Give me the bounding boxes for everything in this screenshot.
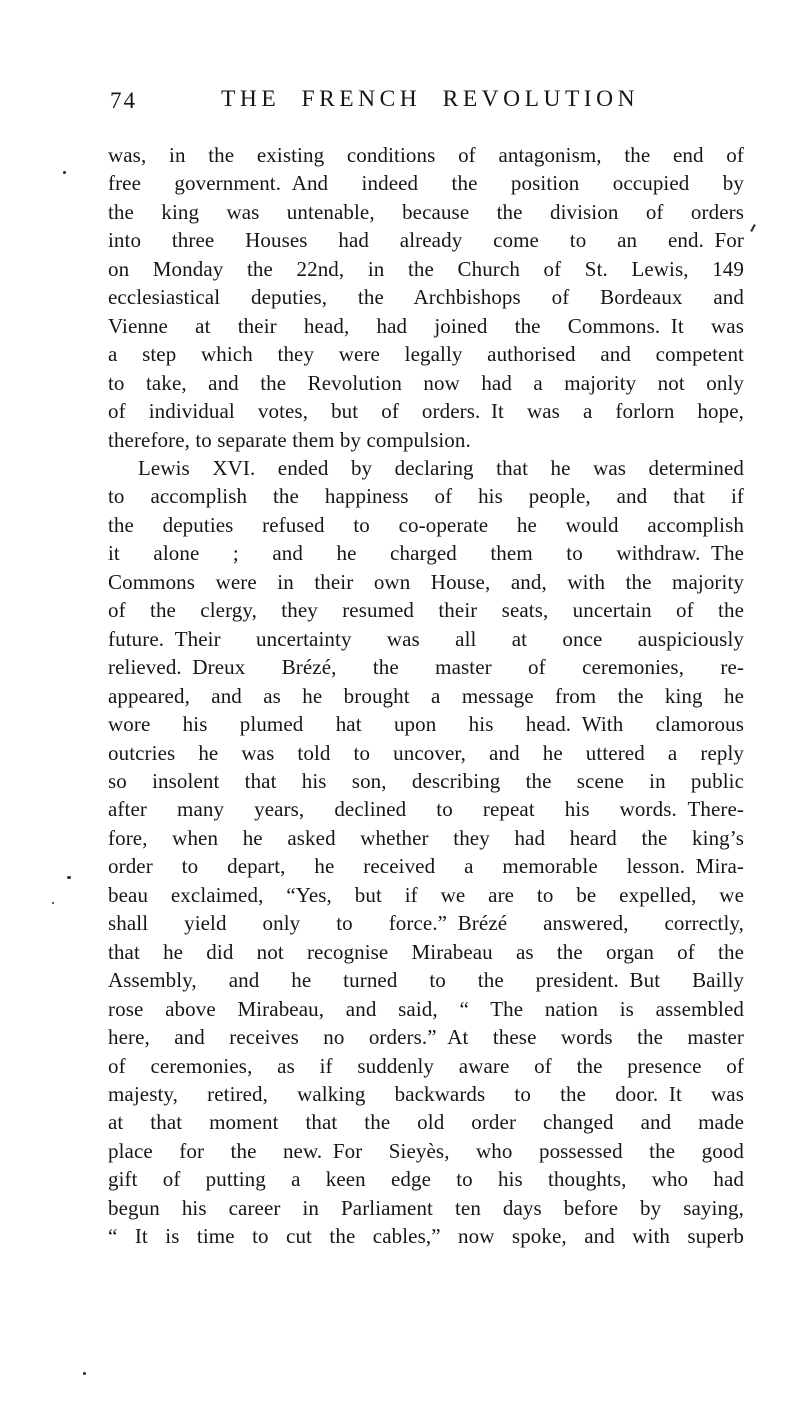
scan-speck [63,171,66,174]
text-line: “ It is time to cut the cables,” now spoke, and with superb [108,1224,744,1249]
running-title: THE FRENCH REVOLUTION [221,86,640,112]
scan-speck [83,1372,86,1375]
page-body [108,141,744,1251]
text-line: order to depart, he received a memorable lesson. Mira- [108,854,744,879]
text-line: relieved. Dreux Brézé, the master of ceremonies, re- [108,655,744,680]
text-line: Commons were in their own House, and, with the majority [108,569,744,594]
text-line: place for the new. For Sieyès, who possessed the good [108,1138,744,1163]
text-line: so insolent that his son, describing the scene in public [108,768,744,793]
text-line: ecclesiastical deputies, the Archbishops of Bordeaux and [108,285,744,310]
text-line: a step which they were legally authorised and competent [108,342,744,367]
text-line: the deputies refused to co-operate he would accomplish [108,512,744,537]
text-line: rose above Mirabeau, and said, “ The nation is assembled [108,996,744,1021]
text-line: of individual votes, but of orders. It was a forlorn hope, [108,399,744,424]
running-header [0,0,800,130]
text-line: future. Their uncertainty was all at once auspiciously [108,626,744,651]
text-line: free government. And indeed the position occupied by [108,171,744,196]
text-line: Lewis XVI. ended by declaring that he was determined [138,455,744,480]
text-line: that he did not recognise Mirabeau as the organ of the [108,939,744,964]
scan-speck [67,876,71,879]
text-line: Assembly, and he turned to the president. But Bailly [108,968,744,993]
text-line: wore his plumed hat upon his head. With clamorous [108,712,744,737]
text-line: after many years, declined to repeat his words. There- [108,797,744,822]
text-line: gift of putting a keen edge to his thoughts, who had [108,1167,744,1192]
text-line: into three Houses had already come to an end. For [108,228,744,253]
text-line: was, in the existing conditions of antagonism, the end of [108,143,744,167]
text-line: the king was untenable, because the division of orders [108,199,744,224]
text-line: of the clergy, they resumed their seats, uncertain of the [108,598,744,623]
text-line: appeared, and as he brought a message from the king he [108,683,744,708]
text-line: majesty, retired, walking backwards to the door. It was [108,1081,744,1106]
text-line: to take, and the Revolution now had a majority not only [108,370,744,395]
text-line: at that moment that the old order changed and made [108,1110,744,1135]
text-line: therefore, to separate them by compulsion. [108,427,471,452]
page-number: 74 [110,88,137,113]
text-line: Vienne at their head, had joined the Commons. It was [108,313,744,338]
text-line: on Monday the 22nd, in the Church of St. Lewis, 149 [108,256,744,281]
text-line: outcries he was told to uncover, and he uttered a reply [108,740,744,765]
text-line: fore, when he asked whether they had heard the king’s [108,825,744,850]
text-line: shall yield only to force.” Brézé answered, correctly, [108,911,744,936]
scan-speck [52,902,54,904]
text-line: beau exclaimed, “Yes, but if we are to be expelled, we [108,882,744,907]
text-line: begun his career in Parliament ten days before by saying, [108,1195,744,1220]
text-line: to accomplish the happiness of his people, and that if [108,484,744,509]
text-line: it alone ; and he charged them to withdraw. The [108,541,744,566]
text-line: here, and receives no orders.” At these words the master [108,1025,744,1050]
text-line: of ceremonies, as if suddenly aware of the presence of [108,1053,744,1078]
scan-artifact-tick [750,224,757,231]
